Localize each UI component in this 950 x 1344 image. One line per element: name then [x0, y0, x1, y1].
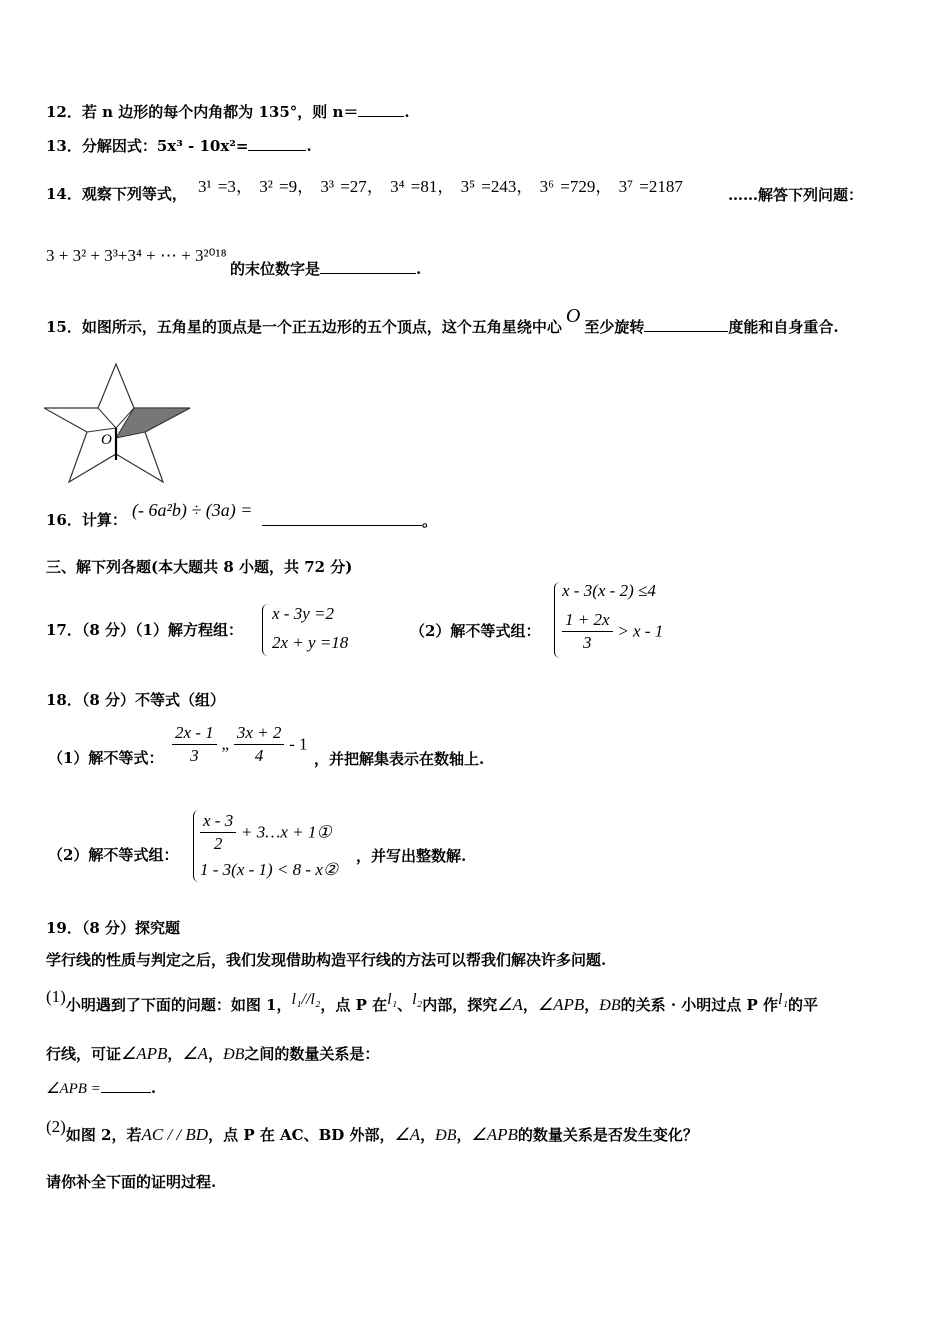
q19-part2: (2)如图 2，若AC / / BD，点 P 在 AC、BD 外部，∠A，ÐB，∠APB的数量关系是否发生变化？ — [46, 1117, 698, 1144]
question-14-tail: ……解答下列问题： — [728, 186, 864, 204]
answer-blank[interactable] — [101, 1078, 151, 1093]
q19-part1-line2: 行线，可证∠APB，∠A，ÐB之间的数量关系是： — [46, 1044, 380, 1063]
answer-blank[interactable] — [358, 102, 404, 117]
q18-part2-label: （2）解不等式组： — [48, 846, 179, 864]
q18-part2-line1: $\frac{x - 3}{2}$ + 3…x + 1① — [200, 810, 332, 855]
answer-blank[interactable] — [262, 511, 422, 526]
q18-part1-inequality: $\frac{2x - 1}{3}$ „ $\frac{3x + 2}{4}$ - 1 — [172, 722, 308, 767]
question-13: 13．分解因式：5x³ - 10x²= . — [46, 137, 312, 155]
question-12: 12．若 n 边形的每个内角都为 135°，则 n＝ . — [46, 103, 410, 121]
question-14-label: 14．观察下列等式， — [46, 185, 187, 203]
q18-part1-tail: ，并把解集表示在数轴上. — [314, 750, 485, 768]
inequality-1: x - 3(x - 2) ≤4 — [562, 581, 656, 600]
brace — [554, 582, 561, 658]
question-19-label: 19．（8 分）探究题 — [46, 919, 181, 937]
equation-1: x - 3y =2 — [272, 604, 334, 623]
division-expression: (- 6a²b) ÷ (3a) = — [132, 500, 253, 520]
power-equations: 3¹ =3， 3² =9， 3³ =27， 3⁴ =81， 3⁵ =243， 3⁶ =729， 3⁷ =2187 — [198, 177, 683, 196]
sum-expression: 3 + 3² + 3³+3⁴ + ⋯ + 3²⁰¹⁸ — [46, 246, 227, 265]
question-17-label: 17．（8 分）（1）解方程组： — [46, 621, 243, 639]
question-16: 16．计算： — [46, 511, 127, 529]
question-18-label: 18．（8 分）不等式（组） — [46, 691, 226, 709]
answer-blank[interactable] — [644, 317, 728, 332]
question-14 — [46, 184, 187, 204]
q19-closing: 请你补全下面的证明过程. — [46, 1173, 217, 1191]
figure-label-o: O — [101, 432, 112, 448]
inequality-2: $\frac{1 + 2x}{3}$ > x - 1 — [562, 609, 663, 654]
star-figure — [44, 360, 194, 486]
question-12-text: 12．若 n 边形的每个内角都为 135°，则 n＝ — [46, 103, 359, 121]
question-16-answer: 。 — [262, 510, 437, 531]
q18-part2-tail: ，并写出整数解. — [356, 847, 467, 865]
brace — [193, 810, 200, 882]
question-17-label-2: （2）解不等式组： — [410, 622, 541, 640]
q19-part1-answer: ∠APB = . — [46, 1079, 157, 1097]
equation-2: 2x + y =18 — [272, 633, 349, 652]
answer-blank[interactable] — [248, 136, 306, 151]
question-13-text: 13．分解因式：5x³ - 10x²= — [46, 137, 249, 155]
question-15: 15．如图所示，五角星的顶点是一个正五边形的五个顶点，这个五角星绕中心 O 至少旋转 度能和自身重合. — [46, 305, 839, 336]
brace — [262, 604, 269, 656]
q18-part1-label: （1）解不等式： — [48, 749, 164, 767]
q18-part2-line2: 1 - 3(x - 1) < 8 - x② — [200, 860, 339, 879]
question-19-intro: 学行线的性质与判定之后，我们发现借助构造平行线的方法可以帮我们解决许多问题. — [46, 951, 607, 969]
answer-blank[interactable] — [320, 259, 416, 274]
section-3-title: 三、解下列各题(本大题共 8 小题，共 72 分) — [46, 558, 353, 576]
q19-part1-line1: (1)小明遇到了下面的问题：如图 1，l₁//l₂，点 P 在l₁、l₂内部，探究∠A，∠APB，ÐB的关系 · 小明过点 P 作l₁的平 — [46, 987, 819, 1014]
center-o: O — [565, 305, 581, 327]
sum-text: 的末位数字是 . — [230, 260, 422, 278]
